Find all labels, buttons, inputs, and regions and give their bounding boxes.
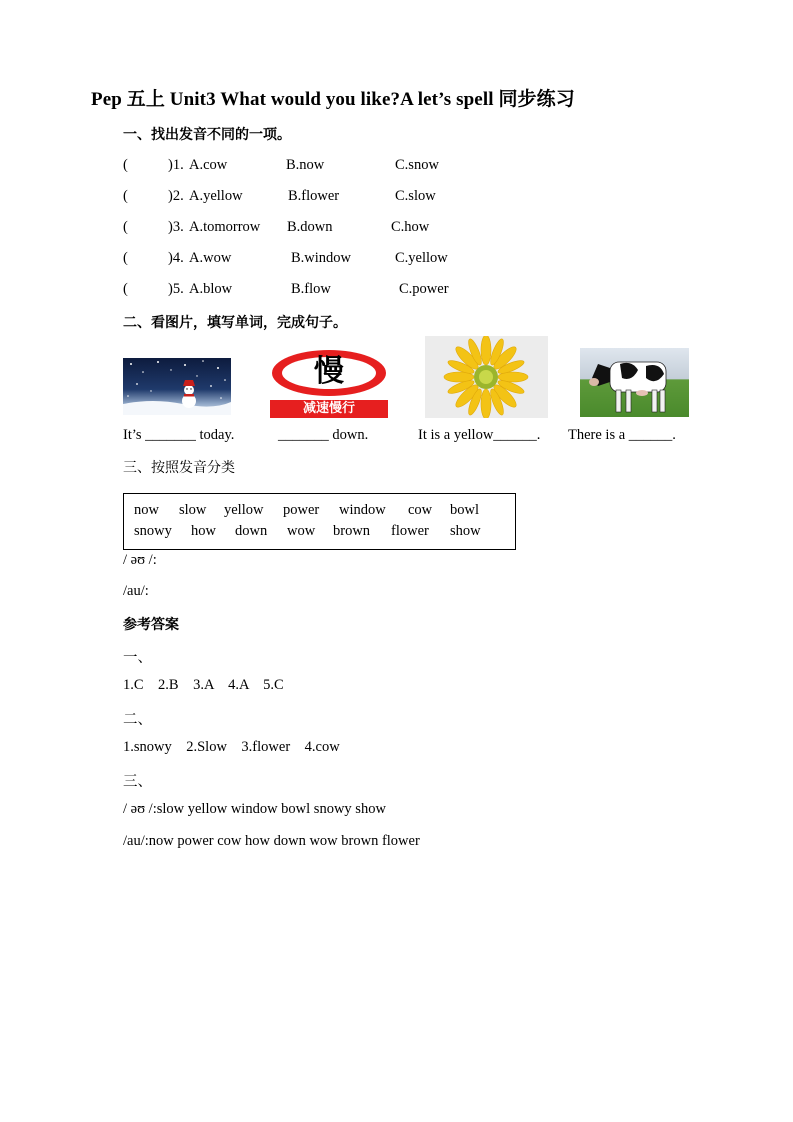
word: wow — [287, 523, 316, 539]
option-a: A.cow — [189, 157, 228, 173]
word: how — [191, 523, 216, 539]
question-5 — [123, 281, 449, 298]
word: yellow — [224, 502, 264, 518]
question-1 — [123, 157, 439, 174]
question-number: )2. — [168, 188, 184, 204]
option-a: A.yellow — [189, 188, 243, 204]
sign-caption: 减速慢行 — [302, 401, 355, 416]
snowy-scene-image — [123, 358, 231, 415]
question-number: )1. — [168, 157, 184, 173]
answer-blank: ( — [123, 157, 128, 173]
section3-heading: 三、按照发音分类 — [123, 460, 235, 476]
word: cow — [408, 502, 433, 518]
sound-oo-label: / əʊ /: — [123, 552, 157, 568]
answers-part2-label: 二、 — [123, 712, 152, 728]
word: snowy — [134, 523, 172, 539]
word: bowl — [450, 502, 479, 518]
yellow-flower-image — [425, 336, 548, 418]
word: brown — [333, 523, 371, 539]
sign-character: 慢 — [314, 354, 344, 389]
word: power — [283, 502, 320, 518]
sentence-3: It is a yellow______. — [418, 427, 541, 443]
option-a: A.wow — [189, 250, 232, 266]
option-b: B.flower — [288, 188, 340, 204]
slow-sign-image — [267, 349, 391, 419]
word: now — [134, 502, 159, 518]
answers-part2: 1.snowy 2.Slow 3.flower 4.cow — [123, 739, 340, 755]
answers-part3-oo: / əʊ /:slow yellow window bowl snowy show — [123, 801, 386, 817]
answer-blank: ( — [123, 250, 128, 266]
question-2 — [123, 188, 436, 205]
answers-part1-label: 一、 — [123, 650, 152, 666]
section1-heading: 一、找出发音不同的一项。 — [123, 127, 291, 143]
option-c: C.snow — [395, 157, 439, 173]
question-number: )4. — [168, 250, 184, 266]
option-c: C.power — [399, 281, 449, 297]
sound-au-label: /au/: — [123, 583, 149, 599]
question-3 — [123, 219, 430, 236]
option-b: B.now — [286, 157, 325, 173]
option-b: B.flow — [291, 281, 331, 297]
answers-part1: 1.C 2.B 3.A 4.A 5.C — [123, 677, 284, 693]
section2-heading: 二、看图片，填写单词，完成句子。 — [123, 315, 347, 331]
option-a: A.blow — [189, 281, 233, 297]
sentence-1: It’s _______ today. — [123, 427, 235, 443]
cow-image — [580, 348, 689, 417]
answer-blank: ( — [123, 219, 128, 235]
question-number: )5. — [168, 281, 184, 297]
word: window — [339, 502, 386, 518]
page-title: Pep 五上 Unit3 What would you like?A let’s spell 同步练习 — [91, 89, 575, 110]
option-c: C.slow — [395, 188, 436, 204]
sentence-4: There is a ______. — [568, 427, 676, 443]
answers-part3-au: /au/:now power cow how down wow brown flower — [123, 833, 420, 849]
question-number: )3. — [168, 219, 184, 235]
answers-part3-label: 三、 — [123, 774, 152, 790]
answers-heading: 参考答案 — [123, 617, 179, 633]
option-a: A.tomorrow — [189, 219, 261, 235]
answer-blank: ( — [123, 188, 128, 204]
answer-blank: ( — [123, 281, 128, 297]
word: slow — [179, 502, 207, 518]
word: show — [450, 523, 481, 539]
sentence-2: _______ down. — [278, 427, 369, 443]
word: down — [235, 523, 268, 539]
option-b: B.down — [287, 219, 333, 235]
option-c: C.how — [391, 219, 430, 235]
option-b: B.window — [291, 250, 352, 266]
question-4 — [123, 250, 448, 267]
word: flower — [391, 523, 429, 539]
option-c: C.yellow — [395, 250, 448, 266]
word-box — [123, 493, 516, 550]
